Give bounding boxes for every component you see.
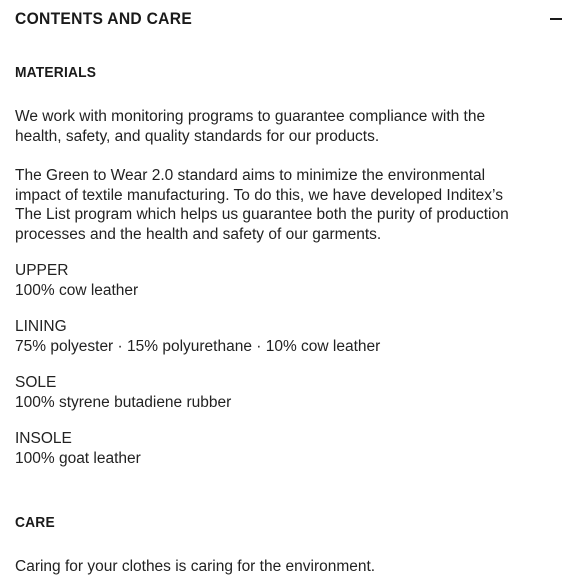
component-upper <box>15 261 138 301</box>
component-label: LINING <box>15 318 67 335</box>
component-value: 100% styrene butadiene rubber <box>15 394 232 411</box>
text-line: We work with monitoring programs to guarantee compliance with the <box>15 108 486 125</box>
text-line: The List program which helps us guarantee both the purity of production <box>15 206 509 223</box>
component-sole <box>15 373 231 413</box>
text-line: Caring for your clothes is caring for the environment. <box>15 558 376 575</box>
care-text <box>15 557 570 577</box>
text-line: The Green to Wear 2.0 standard aims to minimize the environmental <box>15 167 486 184</box>
component-label: SOLE <box>15 374 57 391</box>
component-value: 100% goat leather <box>15 450 141 467</box>
component-insole <box>15 429 141 469</box>
component-lining <box>15 317 380 357</box>
text-line: impact of textile manufacturing. To do this, we have developed Inditex’s <box>15 186 503 204</box>
minus-icon[interactable] <box>549 12 563 26</box>
care-heading: CARE <box>15 514 55 531</box>
materials-paragraph-2 <box>15 166 570 244</box>
text-line: processes and the health and safety of our garments. <box>15 225 382 243</box>
component-value: 100% cow leather <box>15 282 139 299</box>
component-label: UPPER <box>15 262 69 279</box>
materials-heading: MATERIALS <box>15 64 97 81</box>
component-value: 75% polyester · 15% polyurethane · 10% cow leather <box>15 338 381 355</box>
text-line: health, safety, and quality standards for our products. <box>15 127 380 145</box>
contents-and-care-header[interactable] <box>15 6 565 32</box>
section-title: CONTENTS AND CARE <box>15 9 193 28</box>
materials-paragraph-1 <box>15 107 570 146</box>
component-label: INSOLE <box>15 430 72 447</box>
